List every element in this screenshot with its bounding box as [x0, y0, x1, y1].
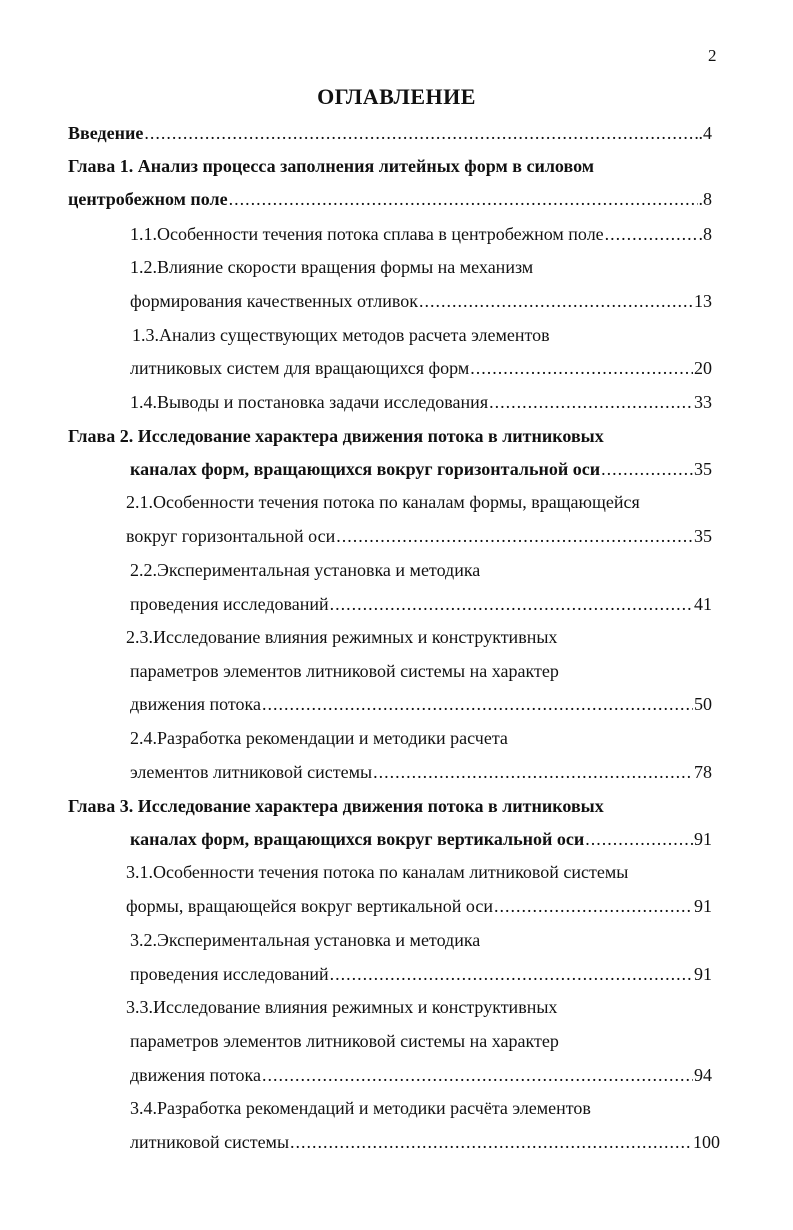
toc-label: литниковых систем для вращающихся форм — [130, 358, 470, 378]
toc-page: 35 — [694, 526, 712, 546]
toc-label: элементов литниковой системы — [130, 762, 373, 782]
toc-page: 100 — [693, 1132, 720, 1152]
toc-chapter-3-line1[interactable]: Глава 3. Исследование характера движения потока в литниковых — [68, 796, 604, 816]
toc-chapter-1[interactable] — [68, 188, 712, 210]
dot-leader — [290, 1131, 692, 1153]
dot-leader — [373, 761, 693, 783]
toc-section-3-2[interactable] — [130, 963, 712, 985]
toc-section-3-1[interactable] — [126, 895, 712, 917]
page-title: ОГЛАВЛЕНИЕ — [317, 84, 476, 109]
toc-label: каналах форм, вращающихся вокруг вертикальной оси — [130, 829, 585, 849]
toc-label: движения потока — [130, 1065, 262, 1085]
toc-label: проведения исследований — [130, 594, 329, 614]
toc-label: проведения исследований — [130, 964, 329, 984]
toc-page: 33 — [694, 392, 712, 412]
toc-section-2-4-line1[interactable]: 2.4.Разработка рекомендации и методики расчета — [130, 728, 508, 748]
toc-page: 91 — [694, 964, 712, 984]
toc-entry-intro[interactable] — [68, 122, 712, 144]
toc-section-2-1-line1[interactable]: 2.1.Особенности течения потока по каналам формы, вращающейся — [126, 492, 640, 512]
toc-section-2-4[interactable] — [130, 761, 712, 783]
toc-label: движения потока — [130, 694, 262, 714]
dot-leader — [229, 188, 698, 210]
toc-section-1-1[interactable] — [130, 223, 712, 245]
toc-page: 50 — [694, 694, 712, 714]
toc-page: .8 — [698, 189, 712, 209]
toc-page: .8 — [698, 224, 712, 244]
toc-section-2-1[interactable] — [126, 525, 712, 547]
dot-leader — [494, 895, 693, 917]
toc-page: 13 — [694, 291, 712, 311]
toc-section-2-3-line2[interactable]: параметров элементов литниковой системы на характер — [130, 661, 559, 681]
toc-label: каналах форм, вращающихся вокруг горизонтальной оси — [130, 459, 601, 479]
toc-label: 1.1.Особенности течения потока сплава в центробежном поле — [130, 224, 604, 244]
toc-label: литниковой системы — [130, 1132, 290, 1152]
toc-label: 1.4.Выводы и постановка задачи исследования — [130, 392, 489, 412]
toc-chapter-2[interactable] — [130, 458, 712, 480]
dot-leader — [585, 828, 693, 850]
dot-leader — [330, 593, 693, 615]
toc-section-3-2-line1[interactable]: 3.2.Экспериментальная установка и методика — [130, 930, 481, 950]
toc-page: 91 — [694, 896, 712, 916]
toc-section-3-3-line1[interactable]: 3.3.Исследование влияния режимных и конструктивных — [126, 997, 558, 1017]
toc-page: 94 — [694, 1065, 712, 1085]
dot-leader — [601, 458, 693, 480]
toc-page: .4 — [698, 123, 712, 143]
dot-leader — [336, 525, 693, 547]
toc-section-3-4-line1[interactable]: 3.4.Разработка рекомендаций и методики расчёта элементов — [130, 1098, 591, 1118]
toc-chapter-1-line1[interactable]: Глава 1. Анализ процесса заполнения литейных форм в силовом — [68, 156, 594, 176]
toc-chapter-3[interactable] — [130, 828, 712, 850]
toc-section-2-2[interactable] — [130, 593, 712, 615]
toc-section-2-2-line1[interactable]: 2.2.Экспериментальная установка и методика — [130, 560, 481, 580]
toc-section-1-3[interactable] — [130, 357, 712, 379]
dot-leader — [489, 391, 693, 413]
toc-section-1-4[interactable] — [130, 391, 712, 413]
toc-label: вокруг горизонтальной оси — [126, 526, 336, 546]
toc-section-3-4[interactable] — [130, 1131, 720, 1153]
toc-page: 35 — [694, 459, 712, 479]
toc-label: центробежном поле — [68, 189, 228, 209]
page-number: 2 — [708, 46, 717, 65]
dot-leader — [144, 122, 697, 144]
dot-leader — [419, 290, 693, 312]
toc-section-2-3[interactable] — [130, 693, 712, 715]
toc-page: 91 — [694, 829, 712, 849]
toc-section-1-2[interactable] — [130, 290, 712, 312]
dot-leader — [470, 357, 693, 379]
toc-section-3-1-line1[interactable]: 3.1.Особенности течения потока по каналам литниковой системы — [126, 862, 629, 882]
dot-leader — [262, 1064, 693, 1086]
toc-section-2-3-line1[interactable]: 2.3.Исследование влияния режимных и конструктивных — [126, 627, 558, 647]
toc-label: Введение — [68, 123, 144, 143]
dot-leader — [262, 693, 693, 715]
dot-leader — [330, 963, 693, 985]
toc-label: формирования качественных отливок — [130, 291, 418, 311]
toc-section-3-3[interactable] — [130, 1064, 712, 1086]
toc-chapter-2-line1[interactable]: Глава 2. Исследование характера движения потока в литниковых — [68, 426, 604, 446]
toc-page: 20 — [694, 358, 712, 378]
toc-section-1-2-line1[interactable]: 1.2.Влияние скорости вращения формы на механизм — [130, 257, 534, 277]
toc-page: 41 — [694, 594, 712, 614]
toc-page: 78 — [694, 762, 712, 782]
toc-section-3-3-line2[interactable]: параметров элементов литниковой системы на характер — [130, 1031, 559, 1051]
toc-section-1-3-line1[interactable]: 1.3.Анализ существующих методов расчета элементов — [132, 325, 550, 345]
toc-label: формы, вращающейся вокруг вертикальной оси — [126, 896, 493, 916]
dot-leader — [605, 223, 698, 245]
